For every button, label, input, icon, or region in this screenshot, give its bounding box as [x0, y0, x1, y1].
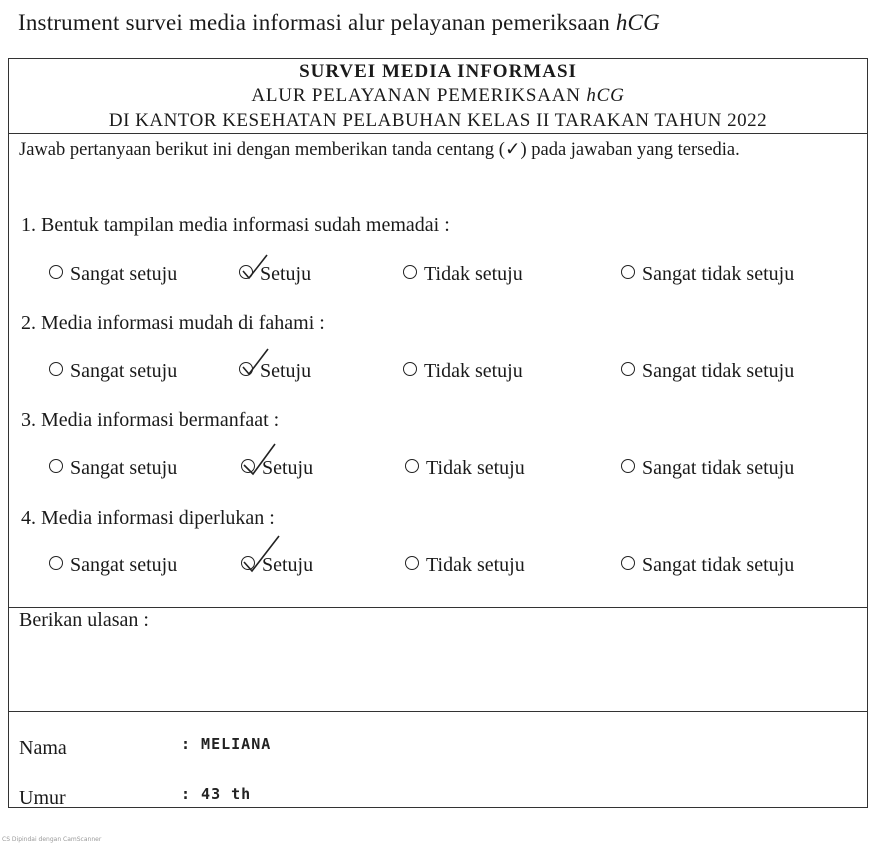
- radio-circle-icon[interactable]: [621, 459, 635, 473]
- option-setuju[interactable]: Setuju: [239, 263, 311, 286]
- checkmark-icon: [241, 441, 281, 481]
- option-setuju[interactable]: Setuju: [241, 457, 313, 480]
- question-2-options: [49, 360, 849, 386]
- option-sangat-setuju[interactable]: Sangat setuju: [49, 360, 177, 383]
- radio-circle-icon[interactable]: [405, 459, 419, 473]
- age-value[interactable]: : 43 th: [181, 785, 252, 803]
- checkmark-icon: [241, 532, 285, 576]
- divider: [9, 711, 867, 712]
- question-1-options: [49, 263, 849, 289]
- name-label: Nama: [19, 737, 67, 759]
- option-sangat-setuju[interactable]: Sangat setuju: [49, 457, 177, 480]
- option-tidak-setuju[interactable]: Tidak setuju: [405, 554, 525, 577]
- option-sangat-setuju[interactable]: Sangat setuju: [49, 554, 177, 577]
- form-institution: DI KANTOR KESEHATAN PELABUHAN KELAS II TARAKAN TAHUN 2022: [108, 110, 768, 131]
- document-caption: Instrument survei media informasi alur pelayanan pemeriksaan hCG: [18, 10, 660, 35]
- form-title: SURVEI MEDIA INFORMASI: [299, 61, 577, 82]
- question-4-options: [49, 554, 849, 580]
- name-value[interactable]: : MELIANA: [181, 735, 272, 753]
- divider: [9, 133, 867, 134]
- question-3: 3. Media informasi bermanfaat :: [21, 409, 280, 431]
- radio-circle-icon[interactable]: [621, 362, 635, 376]
- scanner-watermark: CS Dipindai dengan CamScanner: [2, 836, 102, 843]
- radio-circle-icon[interactable]: [621, 556, 635, 570]
- option-tidak-setuju[interactable]: Tidak setuju: [405, 457, 525, 480]
- option-sangat-tidak-setuju[interactable]: Sangat tidak setuju: [621, 554, 794, 577]
- option-sangat-tidak-setuju[interactable]: Sangat tidak setuju: [621, 360, 794, 383]
- instruction-text: Jawab pertanyaan berikut ini dengan memberikan tanda centang (✓) pada jawaban yang tersedia.: [19, 140, 740, 160]
- review-label: Berikan ulasan :: [19, 609, 149, 631]
- form-header: [9, 59, 867, 132]
- radio-circle-icon[interactable]: [403, 362, 417, 376]
- checkmark-icon: [239, 346, 273, 380]
- form-subtitle: ALUR PELAYANAN PEMERIKSAAN hCG: [251, 85, 625, 106]
- radio-circle-icon[interactable]: [403, 265, 417, 279]
- review-area[interactable]: [9, 637, 867, 709]
- option-setuju[interactable]: Setuju: [241, 554, 313, 577]
- question-3-options: [49, 457, 849, 483]
- question-2: 2. Media informasi mudah di fahami :: [21, 312, 325, 334]
- option-sangat-tidak-setuju[interactable]: Sangat tidak setuju: [621, 457, 794, 480]
- question-4: 4. Media informasi diperlukan :: [21, 507, 275, 529]
- age-label: Umur: [19, 787, 66, 809]
- radio-circle-icon[interactable]: [621, 265, 635, 279]
- option-sangat-setuju[interactable]: Sangat setuju: [49, 263, 177, 286]
- option-sangat-tidak-setuju[interactable]: Sangat tidak setuju: [621, 263, 794, 286]
- radio-circle-icon[interactable]: [405, 556, 419, 570]
- radio-circle-icon[interactable]: [49, 556, 63, 570]
- divider: [9, 607, 867, 608]
- option-tidak-setuju[interactable]: Tidak setuju: [403, 360, 523, 383]
- option-tidak-setuju[interactable]: Tidak setuju: [403, 263, 523, 286]
- checkmark-icon: [239, 251, 273, 285]
- option-setuju[interactable]: Setuju: [239, 360, 311, 383]
- radio-circle-icon[interactable]: [49, 362, 63, 376]
- radio-circle-icon[interactable]: [49, 459, 63, 473]
- question-1: 1. Bentuk tampilan media informasi sudah memadai :: [21, 214, 450, 236]
- survey-form: [8, 58, 868, 808]
- radio-circle-icon[interactable]: [49, 265, 63, 279]
